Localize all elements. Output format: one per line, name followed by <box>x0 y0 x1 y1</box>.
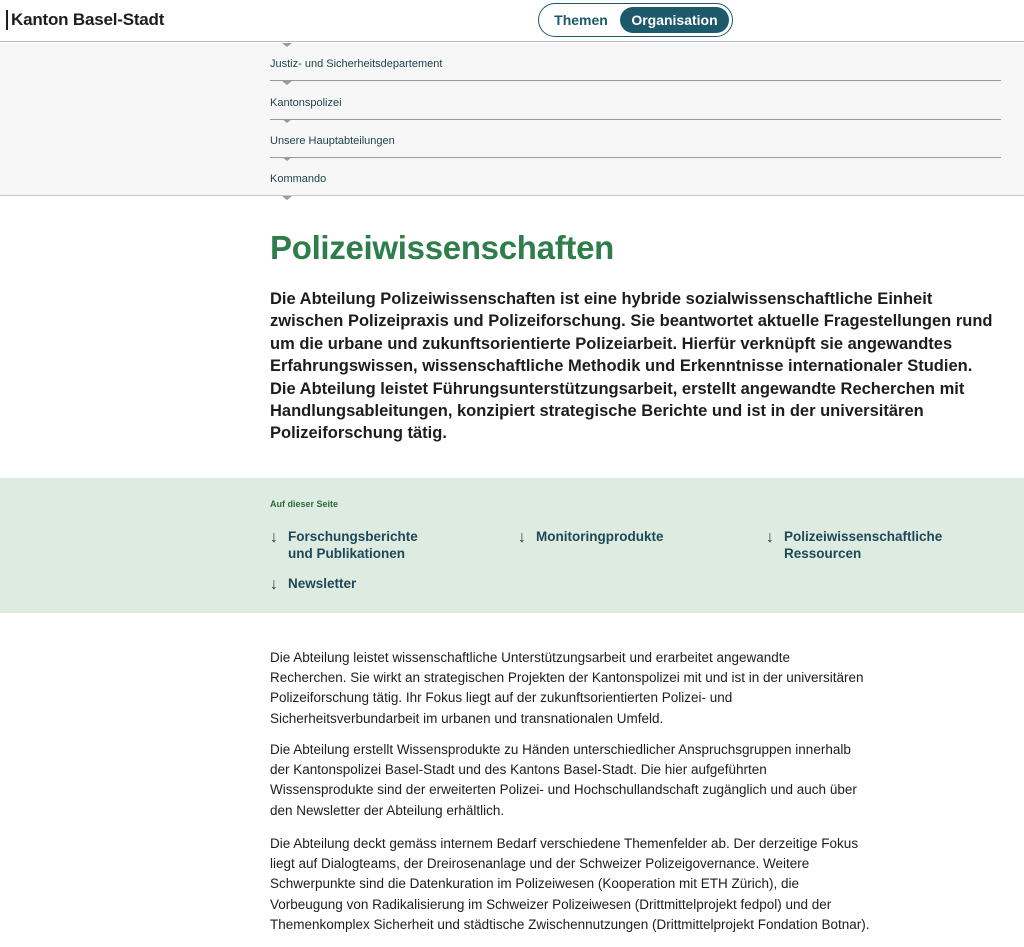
jump-link-label <box>536 528 663 545</box>
breadcrumb-arrow-icon <box>282 119 292 123</box>
breadcrumb-link[interactable]: Justiz- und Sicherheitsdepartement <box>270 58 443 70</box>
breadcrumb-arrow-icon <box>282 43 292 47</box>
arrow-down-icon: ↓ <box>270 529 278 546</box>
breadcrumb <box>0 43 1024 196</box>
breadcrumb-link[interactable]: Kommando <box>270 173 327 185</box>
page-title: Polizeiwissenschaften <box>270 229 614 266</box>
breadcrumb-item <box>270 43 1001 81</box>
arrow-down-icon: ↓ <box>270 576 278 593</box>
breadcrumb-item <box>270 82 1001 120</box>
body-paragraph: Die Abteilung deckt gemäss internem Bedarf verschiedene Themenfelder ab. Der derzeitige Fokus liegt auf Dialogteams, der Dreirosenanlage und der Schweizer Polizeigovernance. Weitere Schwerpunkte sind die Datenkuration im Polizeiwesen (Kooperation mit ETH Zürich), die Vorbeugung von Radikalisierung im Schweizer Polizeiwesen (Drittmittelprojekt fedpol) und der Themenkomplex Sicherheit und städtische Zwischennutzungen (Drittmittelprojekt Fondation Botnar). <box>270 836 870 932</box>
jump-link-line: Monitoringprodukte <box>536 529 664 544</box>
on-this-page-nav <box>0 478 1024 613</box>
section-toggle <box>538 3 733 37</box>
on-this-page-label: Auf dieser Seite <box>270 499 339 509</box>
jump-link-monitoringprodukte[interactable] <box>518 528 663 547</box>
breadcrumb-item <box>270 158 1001 196</box>
body-paragraph: Die Abteilung erstellt Wissensprodukte zu Händen unterschiedlicher Anspruchsgruppen innerhalb der Kantonspolizei Basel-Stadt und des Kantons Basel-Stadt. Die hier aufgeführten Wissensprodukte sind der erweiterten Polizei- und Hochschullandschaft zugänglich und auch über den Newsletter der Abteilung erhältlich. <box>270 742 857 818</box>
jump-link-label <box>288 528 418 562</box>
jump-link-line: Forschungsberichte <box>288 529 418 544</box>
breadcrumb-item <box>270 120 1001 158</box>
toggle-themen-button[interactable]: Themen <box>543 7 619 33</box>
logo-text: Kanton Basel-Stadt <box>11 10 165 29</box>
jump-link-label <box>784 528 942 562</box>
breadcrumb-arrow-icon <box>282 81 292 85</box>
jump-link-line: Polizeiwissenschaftliche <box>784 529 943 544</box>
jump-link-line: und Publikationen <box>288 546 405 561</box>
site-header <box>0 0 1024 42</box>
jump-link-newsletter[interactable] <box>270 575 356 594</box>
logo-bar <box>6 10 8 30</box>
breadcrumb-current-arrow-icon <box>282 196 292 200</box>
breadcrumb-arrow-icon <box>282 157 292 161</box>
jump-link-ressourcen[interactable] <box>766 528 942 562</box>
jump-link-label <box>288 575 356 592</box>
jump-link-line: Ressourcen <box>784 546 862 561</box>
breadcrumb-link[interactable]: Kantonspolizei <box>270 97 342 109</box>
jump-link-line: Newsletter <box>288 576 357 591</box>
lead-paragraph: Die Abteilung Polizeiwissenschaften ist eine hybride sozialwissenschaftliche Einheit zwischen Polizeipraxis und Polizeiforschung. Sie beantwortet aktuelle Fragestellungen rund um die urbane und zukunftsorientierte Polizeiarbeit. Hierfür verknüpft sie angewandtes Erfahrungswissen, wissenschaftliche Methodik und Erkenntnisse internationaler Studien. Die Abteilung leistet Führungsunterstützungsarbeit, erstellt angewandte Recherchen mit Handlungsableitungen, konzipiert strategische Berichte und ist in der universitären Polizeiforschung tätig. <box>270 290 993 443</box>
jump-link-forschungsberichte[interactable] <box>270 528 418 562</box>
arrow-down-icon: ↓ <box>766 529 774 546</box>
site-logo[interactable] <box>6 9 164 31</box>
arrow-down-icon: ↓ <box>518 529 526 546</box>
breadcrumb-link[interactable]: Unsere Hauptabteilungen <box>270 135 395 147</box>
body-paragraph: Die Abteilung leistet wissenschaftliche Unterstützungsarbeit und erarbeitet angewandte Recherchen. Sie wirkt an strategischen Projekten der Kantonspolizei mit und ist in der universitären Polizeiforschung tätig. Ihr Fokus liegt auf der zukunftsorientierten Polizei- und Sicherheitsverbundarbeit im urbanen und transnationalen Umfeld. <box>270 650 864 726</box>
toggle-organisation-button[interactable]: Organisation <box>620 7 729 33</box>
